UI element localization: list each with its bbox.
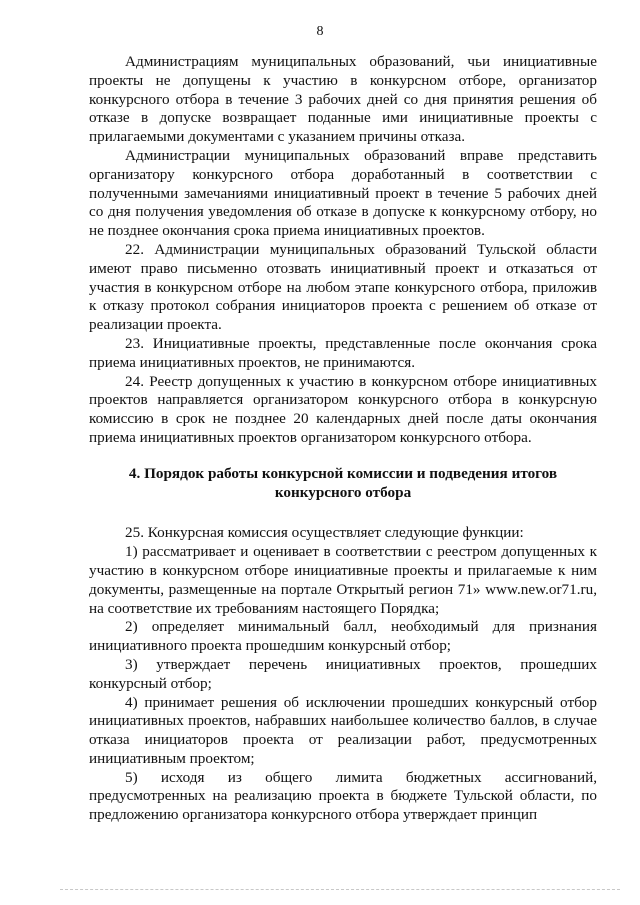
para-23: 23. Инициативные проекты, представленные после окончания срока приема инициативных проектов, не принимаются. [89,334,597,371]
para-admin-resubmit: Администрации муниципальных образований вправе представить организатору конкурсного отбора доработанный в соответствии с полученными замечаниями инициативный проект в течение 5 рабочих дней со дня получения уведомления об отказе в допуске к конкурсному отбору, но не позднее окончания срока приема инициативных проектов. [89,146,597,240]
para-25-item-2: 2) определяет минимальный балл, необходимый для признания инициативного проекта прошедшим конкурсный отбор; [89,618,597,655]
para-25: 25. Конкурсная комиссия осуществляет следующие функции: [125,524,524,542]
scan-footer-line [60,889,620,890]
para-admin-rejected: Администрациям муниципальных образований, чьи инициативные проекты не допущены к участию в конкурсном отборе, организатор конкурсного отбора в течение 3 рабочих дней со дня принятия решения об отказе в допуске возвращает поданные ими инициативные проекты с прилагаемыми документами с указанием причины отказа. [89,53,597,146]
para-25-item-5: 5) исходя из общего лимита бюджетных ассигнований, предусмотренных на реализацию проекта в бюджете Тульской области, по предложению организатора конкурсного отбора утверждает принцип [89,768,597,824]
para-22: 22. Администрации муниципальных образований Тульской области имеют право письменно отозвать инициативный проект и отказаться от участия в конкурсном отборе на любом этапе конкурсного отбора, приложив к отказу протокол собрания инициаторов проекта с решением об отказе от реализации проекта. [89,240,597,334]
section-4-heading: 4. Порядок работы конкурсной комиссии и подведения итогов конкурсного отбора [128,464,558,501]
para-25-item-3: 3) утверждает перечень инициативных проектов, прошедших конкурсный отбор; [89,655,597,692]
document-body [89,53,597,825]
para-25-item-1: 1) рассматривает и оценивает в соответствии с реестром допущенных к участию в конкурсном отборе инициативные проекты и прилагаемые к ним документы, размещенные на портале Открытый регион 71» www.new.or71.ru, на соответствие их требованиям настоящего Порядка; [89,543,597,617]
para-25-item-4: 4) принимает решения об исключении прошедших конкурсный отбор инициативных проектов, набравших наибольшее количество баллов, в случае отказа инициаторов проекта от реализации работ, предусмотренных инициативным проектом; [89,693,597,767]
para-24: 24. Реестр допущенных к участию в конкурсном отборе инициативных проектов направляется организатором конкурсного отбора в конкурсную комиссию в срок не позднее 20 календарных дней после даты окончания приема инициативных проектов организатором конкурсного отбора. [89,372,597,446]
page-number: 8 [316,24,324,39]
